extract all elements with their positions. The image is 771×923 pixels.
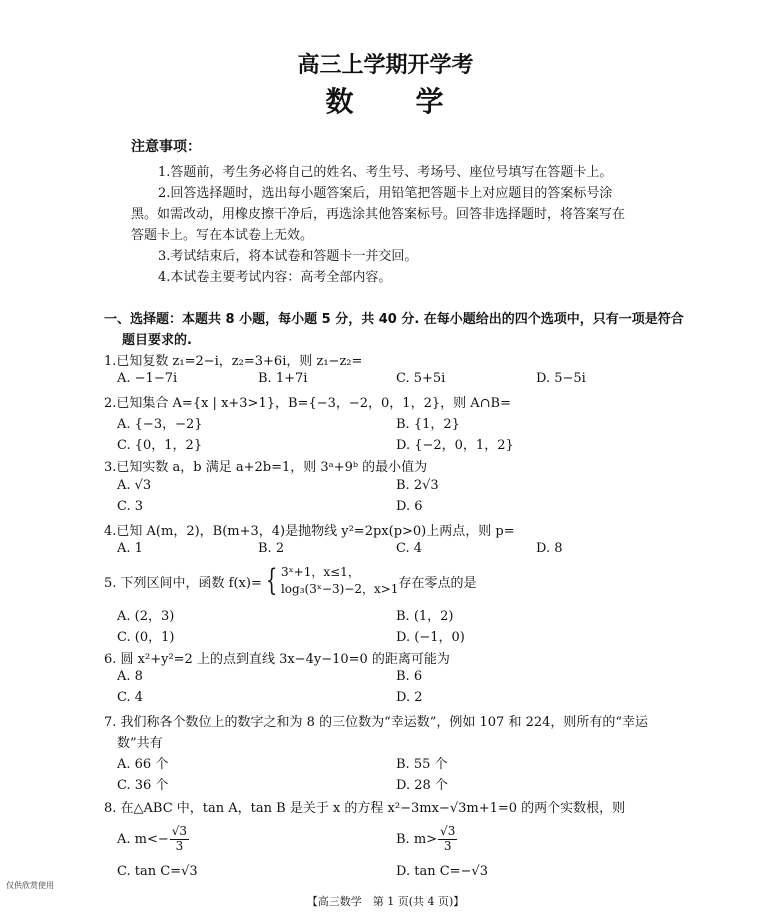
- q5-piece-2: log₃(3ˣ−3)−2，x>1: [280, 582, 399, 596]
- q6-option-c: C. 4: [117, 690, 144, 705]
- q5-option-d: D. (−1，0): [396, 630, 465, 645]
- q5-piece-1: 3ˣ+1，x≤1，: [280, 565, 360, 579]
- q3-option-d: D. 6: [396, 499, 423, 514]
- q8-option-a: [117, 822, 190, 856]
- q5-option-b: B. (1，2): [396, 609, 454, 624]
- q6-option-b: B. 6: [396, 669, 423, 684]
- notice-line: 1.答题前，考生务必将自己的姓名、考生号、考场号、座位号填写在答题卡上。: [158, 165, 613, 180]
- q4-option-a: A. 1: [117, 541, 143, 556]
- question-6-stem: 6. 圆 x²+y²=2 上的点到直线 3x−4y−10=0 的距离可能为: [104, 652, 450, 667]
- q2-option-c: C. {0，1，2}: [117, 438, 203, 453]
- q2-option-a: A. {−3，−2}: [117, 417, 203, 432]
- page-footer: 【高三数学 第 1 页(共 4 页)】: [306, 895, 465, 908]
- q5-stem-post: 存在零点的是: [398, 575, 477, 591]
- q4-option-d: D. 8: [536, 541, 563, 556]
- q5-option-a: A. (2，3): [117, 609, 175, 624]
- q7-option-d: D. 28 个: [396, 778, 448, 793]
- q8-option-a-label: A. m<−: [117, 831, 169, 847]
- section-heading-cont: 题目要求的.: [122, 333, 192, 348]
- q3-option-c: C. 3: [117, 499, 144, 514]
- q7-option-c: C. 36 个: [117, 778, 169, 793]
- question-8-stem: 8. 在△ABC 中，tan A，tan B 是关于 x 的方程 x²−3mx−√3m+1=0 的两个实数根，则: [104, 801, 626, 816]
- q4-option-c: C. 4: [396, 541, 423, 556]
- q4-option-b: B. 2: [258, 541, 285, 556]
- q8-option-b-fraction: [438, 825, 457, 852]
- notice-line: 黑。如需改动，用橡皮擦干净后，再选涂其他答案标号。回答非选择题时，将答案写在: [131, 207, 626, 222]
- q2-option-b: B. {1，2}: [396, 417, 460, 432]
- q6-option-a: A. 8: [117, 669, 143, 684]
- notice-line: 3.考试结束后，将本试卷和答题卡一并交回。: [158, 249, 418, 264]
- q1-option-a: A. −1−7i: [117, 371, 178, 386]
- q8-option-b: [396, 822, 458, 856]
- question-5-stem: [104, 563, 476, 599]
- q2-option-d: D. {−2，0，1，2}: [396, 438, 514, 453]
- q6-option-d: D. 2: [396, 690, 423, 705]
- question-4-stem: 4.已知 A(m，2)，B(m+3，4)是抛物线 y²=2px(p>0)上两点，则 p=: [104, 524, 515, 539]
- q3-option-b: B. 2√3: [396, 478, 439, 493]
- fraction-numerator: √3: [171, 824, 188, 839]
- question-7-stem: 7. 我们称各个数位上的数字之和为 8 的三位数为“幸运数”，例如 107 和 224，则所有的“幸运: [104, 715, 649, 730]
- q5-piecewise: [281, 564, 398, 598]
- fraction-numerator: √3: [440, 824, 456, 839]
- subject-title: 数 学: [325, 85, 446, 118]
- q8-option-c: C. tan C=√3: [117, 864, 198, 879]
- q1-option-b: B. 1+7i: [258, 371, 308, 386]
- section-heading: 一、选择题：本题共 8 小题，每小题 5 分，共 40 分. 在每小题给出的四个选项中，只有一项是符合: [104, 312, 684, 327]
- question-3-stem: 3.已知实数 a，b 满足 a+2b=1，则 3ᵃ+9ᵇ 的最小值为: [104, 460, 428, 475]
- q5-option-c: C. (0，1): [117, 630, 175, 645]
- q1-option-d: D. 5−5i: [536, 371, 586, 386]
- q8-option-d: D. tan C=−√3: [396, 864, 488, 879]
- fraction-denominator: 3: [443, 838, 452, 853]
- fraction-denominator: 3: [175, 838, 184, 853]
- q7-option-b: B. 55 个: [396, 757, 448, 772]
- exam-title: 高三上学期开学考: [297, 53, 474, 78]
- q8-option-b-label: B. m>: [396, 831, 438, 847]
- notice-line: 2.回答选择题时，选出每小题答案后，用铅笔把答题卡上对应题目的答案标号涂: [158, 186, 613, 201]
- q1-option-c: C. 5+5i: [396, 371, 446, 386]
- notice-line: 答题卡上。写在本试卷上无效。: [131, 228, 314, 243]
- q3-option-a: A. √3: [117, 478, 152, 493]
- notice-line: 4.本试卷主要考试内容：高考全部内容。: [158, 270, 392, 285]
- left-brace-icon: {: [265, 563, 278, 598]
- notice-heading: 注意事项：: [131, 139, 201, 155]
- q5-stem-pre: 5. 下列区间中，函数 f(x)=: [104, 575, 262, 591]
- watermark: 仅供欣赏使用: [6, 881, 54, 890]
- question-2-stem: 2.已知集合 A={x | x+3>1}，B={−3，−2，0，1，2}，则 A∩B=: [104, 396, 511, 411]
- question-1-stem: 1.已知复数 z₁=2−i，z₂=3+6i，则 z₁−z₂=: [104, 354, 363, 369]
- question-7-stem-cont: 数”共有: [117, 736, 163, 751]
- q7-option-a: A. 66 个: [117, 757, 169, 772]
- q8-option-a-fraction: [170, 825, 189, 852]
